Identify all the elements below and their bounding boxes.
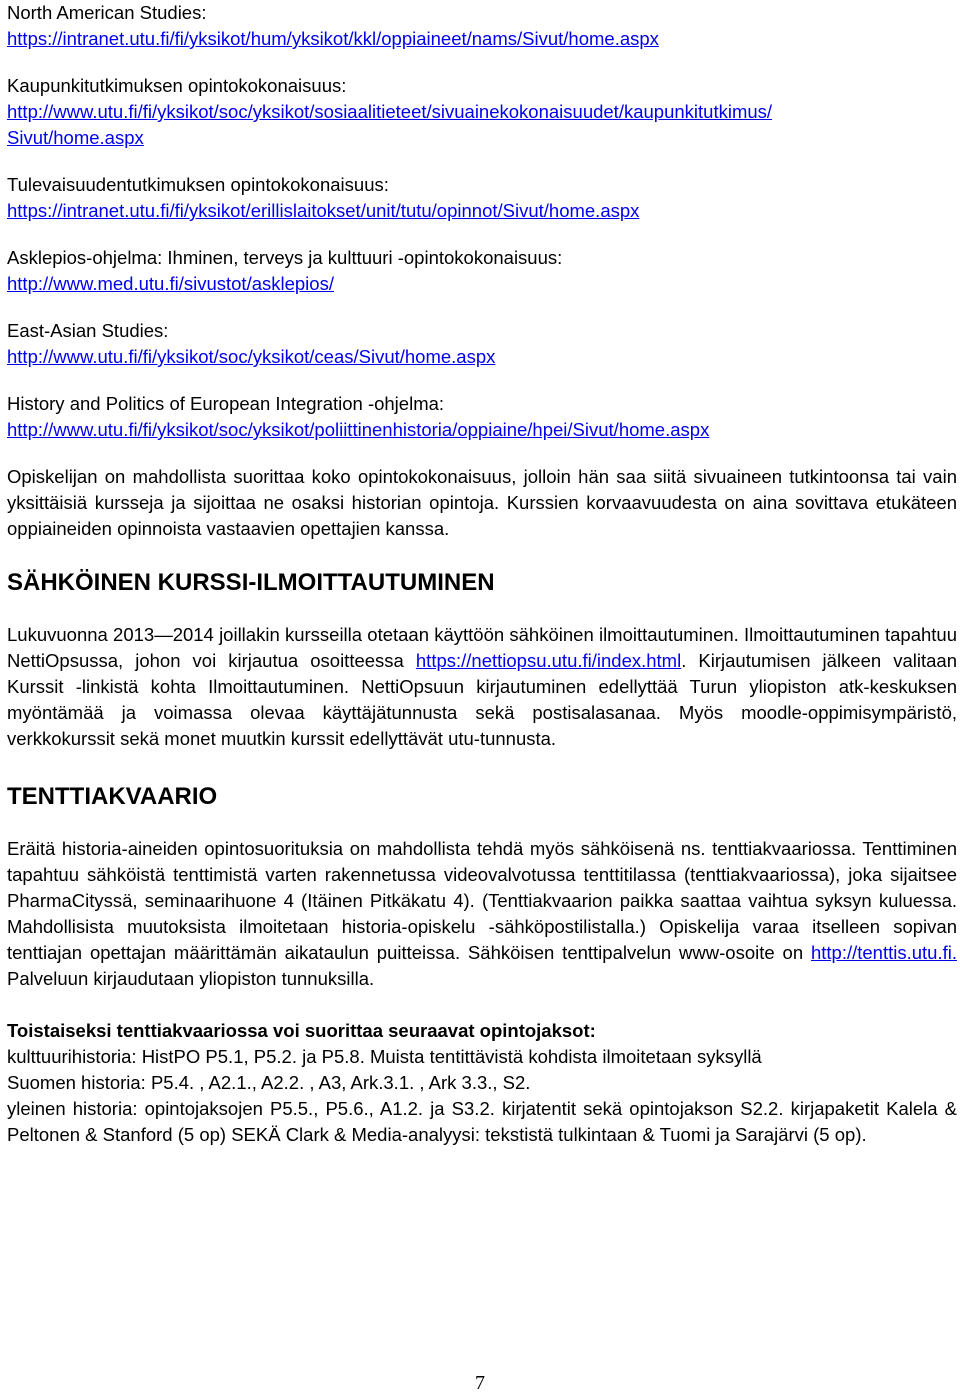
link-entry-hpei: [7, 391, 957, 443]
entry-label: North American Studies:: [7, 2, 207, 23]
entry-link[interactable]: https://intranet.utu.fi/fi/yksikot/erillislaitokset/unit/tutu/opinnot/Sivut/home.aspx: [7, 200, 640, 221]
link-entry-asklepios: [7, 245, 957, 297]
exam-text-continued: Palveluun kirjaudutaan yliopiston tunnuksilla.: [7, 968, 375, 989]
registration-paragraph: [7, 622, 957, 752]
registration-heading: SÄHKÖINEN KURSSI-ILMOITTAUTUMINEN: [7, 569, 495, 596]
exam-heading: TENTTIAKVAARIO: [7, 783, 218, 810]
entry-link[interactable]: https://intranet.utu.fi/fi/yksikot/hum/yksikot/kkl/oppiaineet/nams/Sivut/home.aspx: [7, 28, 659, 49]
entry-label: Asklepios-ohjelma: Ihminen, terveys ja kulttuuri -opintokokonaisuus:: [7, 247, 563, 268]
tenttis-link[interactable]: http://tenttis.utu.fi.: [810, 942, 957, 963]
link-entry-nams: [7, 0, 957, 52]
registration-text-continued: . Kirjautumisen jälkeen valitaan Kurssit -linkistä kohta Ilmoittautuminen. NettiOpsuun kirjautuminen edellyttää Turun yliopiston atk-keskuksen myöntämää ja voimassa olevaa käyttäjätunnusta sekä postisalasanaa. Myös moodle-oppimisympäristö, verkkokurssit sekä monet muutkin kurssit edellyttävät utu-tunnusta.: [7, 650, 957, 749]
entry-link[interactable]: http://www.utu.fi/fi/yksikot/soc/yksikot/ceas/Sivut/home.aspx: [7, 346, 496, 367]
entry-link-continued[interactable]: Sivut/home.aspx: [7, 127, 144, 148]
entry-link[interactable]: http://www.utu.fi/fi/yksikot/soc/yksikot/sosiaalitieteet/sivuainekokonaisuudet/kaupunkitutkimus/: [7, 101, 773, 122]
entry-link[interactable]: http://www.utu.fi/fi/yksikot/soc/yksikot/poliittinenhistoria/oppiaine/hpei/Sivut/home.aspx: [7, 419, 710, 440]
entry-label: History and Politics of European Integration -ohjelma:: [7, 393, 445, 414]
course-general: yleinen historia: opintojaksojen P5.5., P5.6., A1.2. ja S3.2. kirjatentit sekä opintojakson S2.2. kirjapaketit Kalela & Peltonen & Stanford (5 op) SEKÄ Clark & Media-analyysi: tekstistä tulkintaan & Tuomi ja Sarajärvi (5 op).: [7, 1098, 957, 1145]
entry-label: East-Asian Studies:: [7, 320, 169, 341]
entry-label: Tulevaisuudentutkimuksen opintokokonaisuus:: [7, 174, 389, 195]
link-entry-tulevaisuudentutkimus: [7, 172, 957, 224]
link-entry-east-asian: [7, 318, 957, 370]
intro-paragraph: Opiskelijan on mahdollista suorittaa koko opintokokonaisuus, jolloin hän saa siitä sivuaineen tutkintoonsa tai vain yksittäisiä kursseja ja sijoittaa ne osaksi historian opintoja. Kurssien korvaavuudesta on aina sovittava etukäteen oppiaineiden opinnoista vastaavien opettajien kanssa.: [7, 466, 957, 539]
course-list: [7, 1018, 957, 1148]
registration-text: Lukuvuonna 2013—2014 joillakin kursseilla otetaan käyttöön sähköinen ilmoittautuminen. Ilmoittautuminen tapahtuu NettiOpsussa, johon voi kirjautua osoitteessa: [7, 624, 957, 671]
nettiopsu-link[interactable]: https://nettiopsu.utu.fi/index.html: [415, 650, 682, 671]
page-number: 7: [475, 1372, 485, 1394]
course-finnish: Suomen historia: P5.4. , A2.1., A2.2. , A3, Ark.3.1. , Ark 3.3., S2.: [7, 1072, 531, 1093]
course-list-heading: Toistaiseksi tenttiakvaariossa voi suorittaa seuraavat opintojaksot:: [7, 1020, 596, 1041]
entry-label: Kaupunkitutkimuksen opintokokonaisuus:: [7, 75, 347, 96]
exam-paragraph: [7, 836, 957, 992]
exam-text: Eräitä historia-aineiden opintosuorituksia on mahdollista tehdä myös sähköisenä ns. tenttiakvaariossa. Tenttiminen tapahtuu sähköistä tenttimistä varten rakennetussa videovalvotussa tenttitilassa (tenttiakvaariossa), joka sijaitsee PharmaCityssä, seminaarihuone 4 (Itäinen Pitkäkatu 4). (Tenttiakvaarion paikka saattaa vaihtua syksyn kuluessa. Mahdollisista muutoksista ilmoitetaan historia-opiskelu -sähköpostilistalla.) Opiskelija varaa itselleen sopivan tenttiajan opettajan määrittämän aikataulun puitteissa. Sähköisen tenttipalvelun www-osoite on: [7, 838, 957, 963]
link-entry-kaupunkitutkimus: [7, 73, 957, 151]
entry-link[interactable]: http://www.med.utu.fi/sivustot/asklepios/: [7, 273, 334, 294]
document-page: [7, 0, 957, 1148]
course-culture: kulttuurihistoria: HistPO P5.1, P5.2. ja P5.8. Muista tentittävistä kohdista ilmoitetaan syksyllä: [7, 1046, 762, 1067]
